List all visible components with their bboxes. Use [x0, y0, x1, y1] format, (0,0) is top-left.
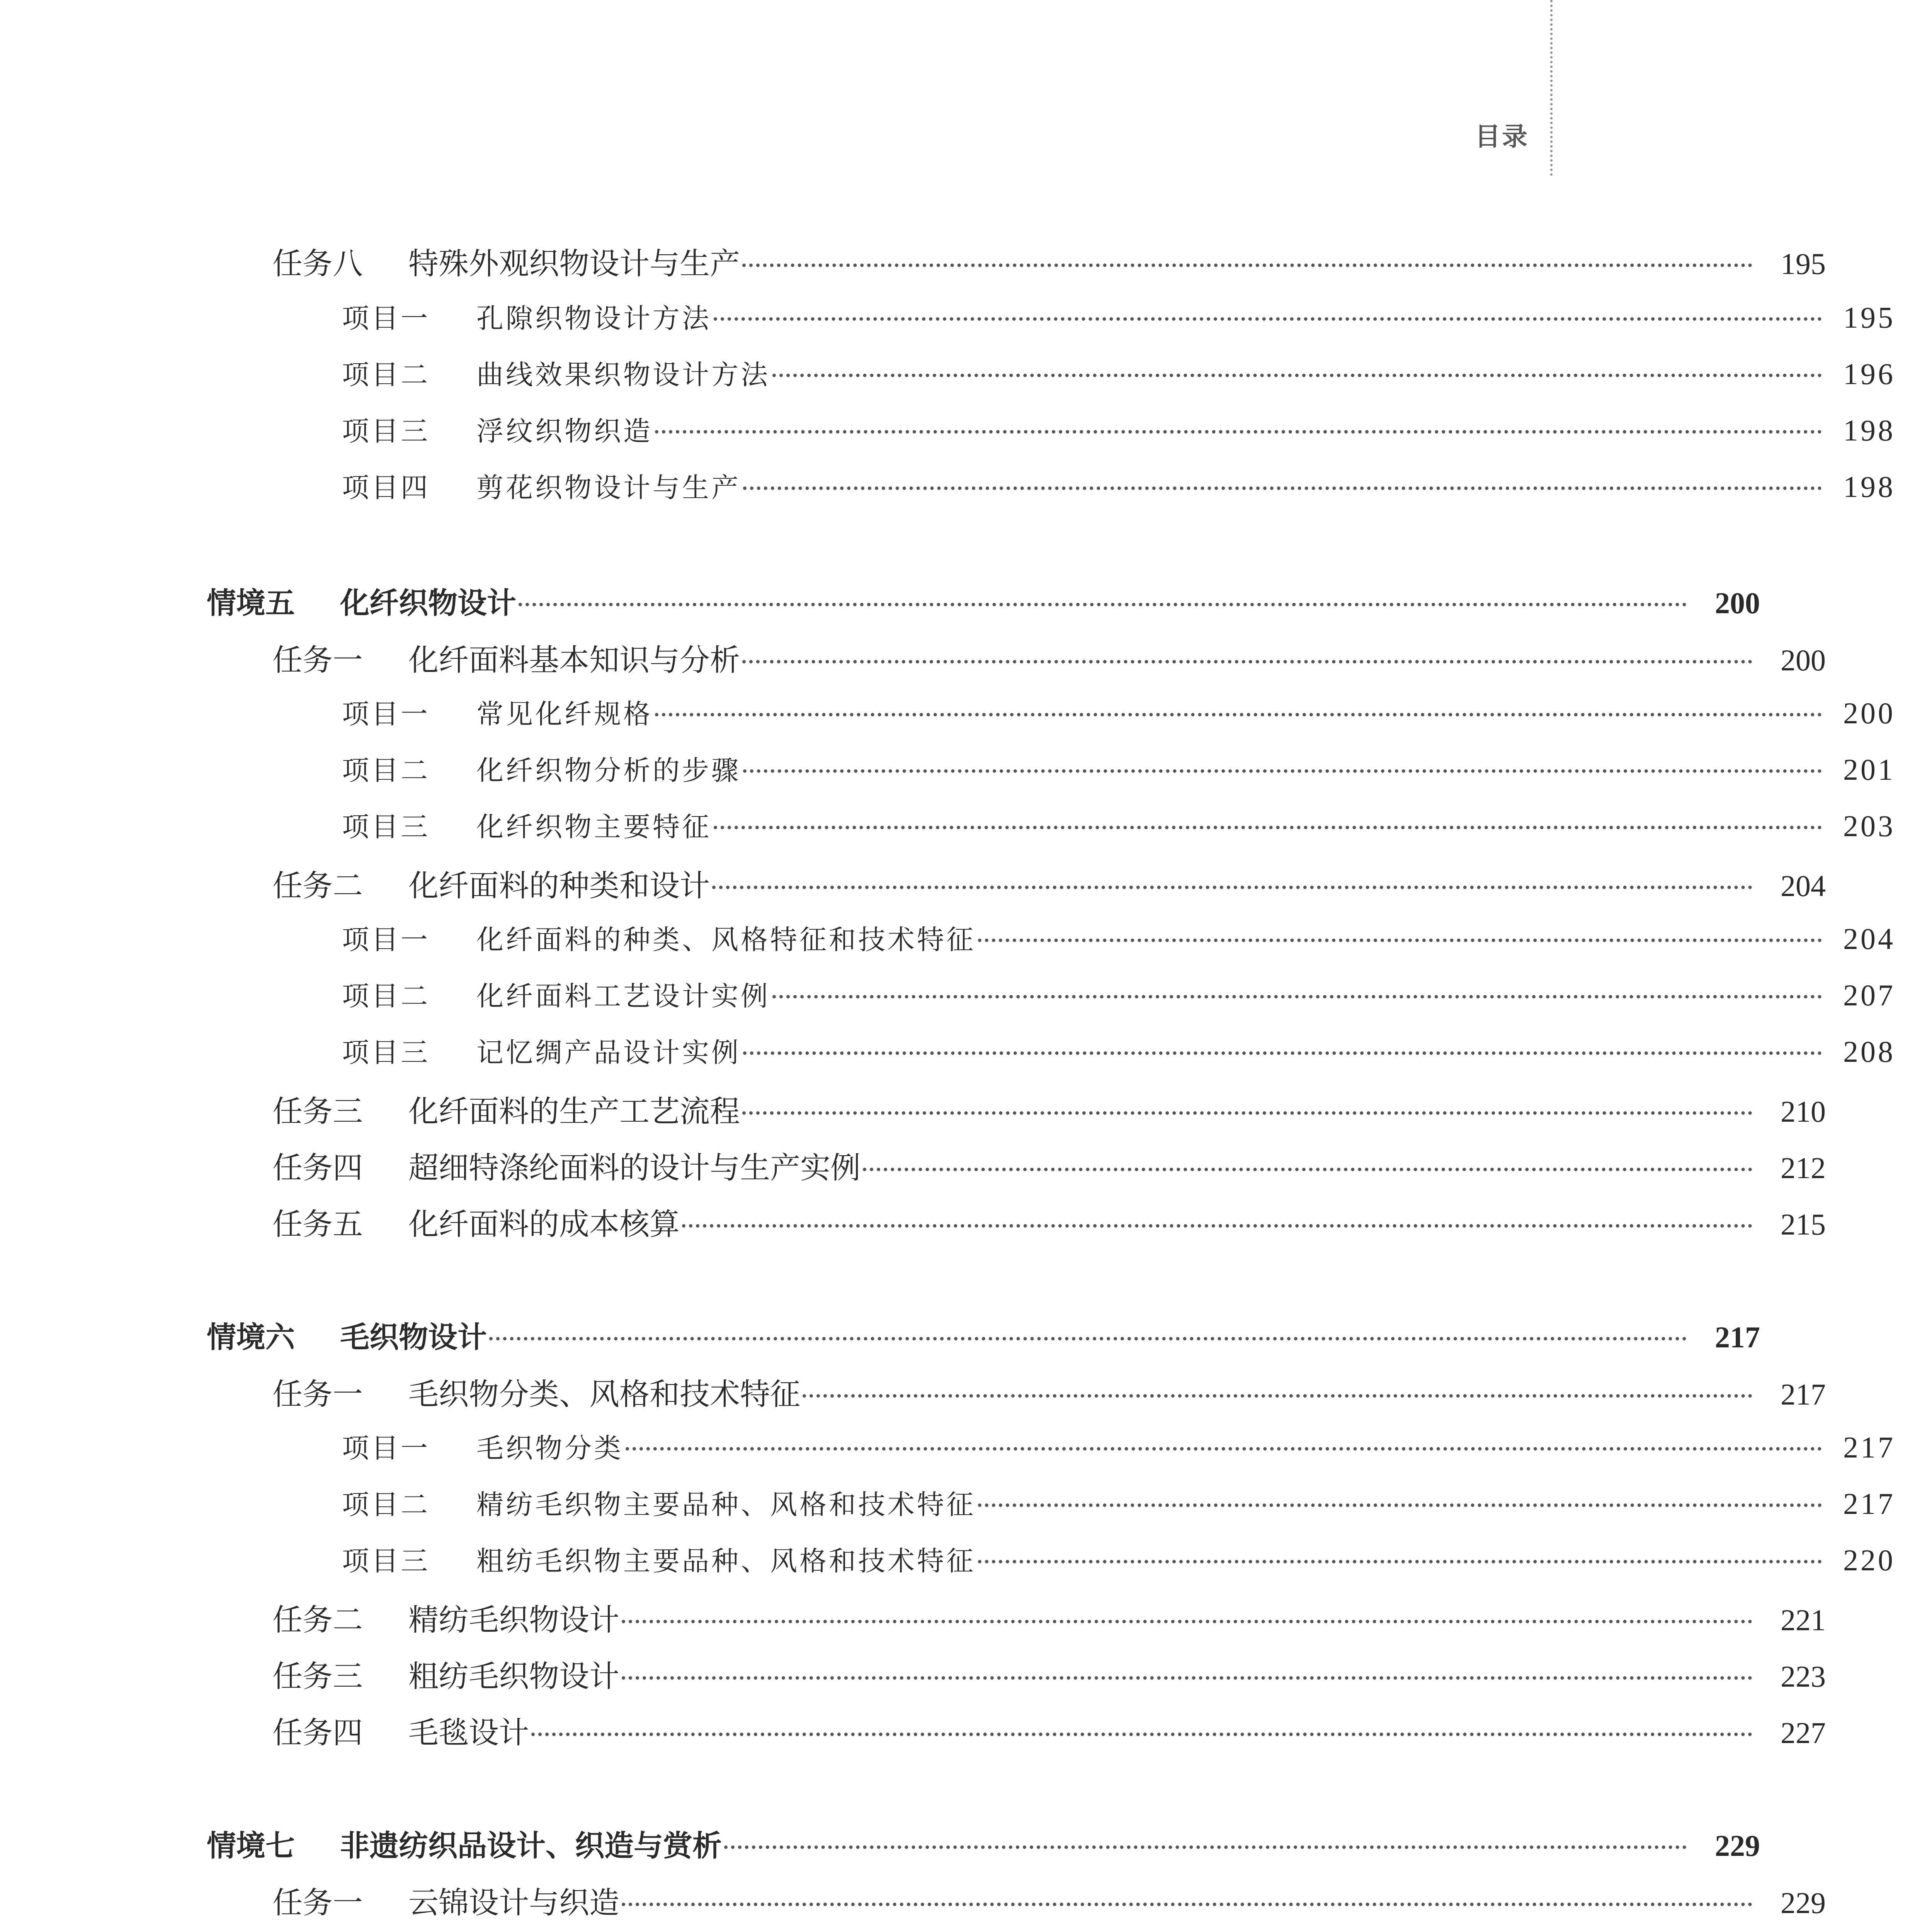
toc-entry-page: 217 — [1781, 1378, 1826, 1411]
toc-entry-page: 204 — [1843, 922, 1895, 956]
toc-entry-page: 229 — [1715, 1829, 1760, 1862]
toc-entry-title: 非遗纺织品设计、织造与赏析 — [340, 1828, 722, 1863]
toc-entry[interactable] — [0, 636, 1932, 682]
toc-entry-label: 项目一 — [342, 303, 430, 334]
toc-entry-title: 特殊外观织物设计与生产 — [408, 247, 740, 281]
toc-dot-leader — [743, 1051, 1822, 1055]
toc-entry-title: 精纺毛织物设计 — [408, 1603, 620, 1638]
toc-entry[interactable] — [0, 410, 1932, 456]
toc-entry-label: 项目二 — [342, 755, 430, 786]
toc-entry-page: 208 — [1843, 1035, 1895, 1068]
toc-entry-label: 项目一 — [342, 1432, 430, 1464]
toc-entry-label: 项目三 — [342, 415, 430, 447]
toc-entry-page: 196 — [1843, 357, 1895, 391]
toc-entry-title: 化纤面料的种类、风格特征和技术特征 — [476, 924, 976, 956]
toc-entry-title: 化纤面料的成本核算 — [408, 1207, 680, 1242]
toc-dot-leader — [742, 660, 1752, 663]
toc-entry[interactable] — [0, 1596, 1932, 1642]
toc-dot-leader — [682, 1224, 1752, 1228]
toc-entry-label: 任务一 — [272, 1377, 363, 1412]
toc-entry-title: 化纤面料基本知识与分析 — [408, 643, 740, 678]
toc-entry-title: 化纤织物设计 — [340, 586, 516, 620]
toc-dot-leader — [622, 1676, 1752, 1680]
toc-entry[interactable] — [0, 692, 1932, 739]
toc-entry[interactable] — [0, 805, 1932, 852]
toc-entry-page: 212 — [1781, 1151, 1826, 1185]
toc-dot-leader — [978, 1560, 1822, 1563]
toc-entry-title: 毛织物分类、风格和技术特征 — [408, 1377, 801, 1412]
toc-entry-title: 孔隙织物设计方法 — [476, 303, 711, 334]
toc-entry-title: 曲线效果织物设计方法 — [476, 359, 770, 391]
toc-entry-page: 207 — [1843, 978, 1895, 1012]
toc-entry[interactable] — [0, 353, 1932, 400]
toc-dot-leader — [863, 1168, 1752, 1171]
toc-entry-page: 204 — [1781, 869, 1826, 903]
toc-entry-label: 任务三 — [272, 1659, 363, 1694]
toc-dot-leader — [772, 374, 1822, 377]
toc-entry-label: 项目三 — [342, 811, 430, 843]
toc-entry-label: 项目三 — [342, 1037, 430, 1068]
toc-entry-page: 217 — [1843, 1487, 1895, 1520]
running-header: 目录 — [1475, 122, 1529, 151]
toc-entry-page: 200 — [1843, 696, 1895, 730]
toc-dot-leader — [803, 1394, 1752, 1398]
toc-entry-label: 任务四 — [272, 1716, 363, 1750]
toc-entry[interactable] — [0, 1822, 1932, 1869]
toc-dot-leader — [655, 430, 1822, 434]
toc-entry[interactable] — [0, 297, 1932, 343]
toc-entry-title: 毛织物分类 — [476, 1432, 623, 1464]
toc-entry-title: 超细特涤纶面料的设计与生产实例 — [408, 1151, 861, 1185]
toc-entry[interactable] — [0, 466, 1932, 512]
toc-entry-page: 195 — [1781, 247, 1826, 281]
toc-entry-page: 200 — [1715, 586, 1760, 620]
toc-entry-title: 粗纺毛织物设计 — [408, 1659, 620, 1694]
toc-entry[interactable] — [0, 240, 1932, 286]
toc-entry-label: 任务一 — [272, 643, 363, 678]
toc-entry[interactable] — [0, 749, 1932, 795]
toc-entry[interactable] — [0, 862, 1932, 908]
toc-dot-leader — [742, 264, 1752, 267]
toc-entry-label: 项目二 — [342, 359, 430, 391]
toc-entry-label: 项目二 — [342, 1489, 430, 1520]
toc-entry-label: 任务一 — [272, 1886, 363, 1920]
toc-dot-leader — [724, 1845, 1687, 1849]
toc-dot-leader — [531, 1733, 1752, 1736]
toc-dot-leader — [519, 603, 1687, 606]
toc-entry[interactable] — [0, 1314, 1932, 1360]
toc-entry[interactable] — [0, 1087, 1932, 1134]
toc-entry[interactable] — [0, 975, 1932, 1021]
toc-entry-label: 项目一 — [342, 924, 430, 956]
toc-dot-leader — [772, 995, 1822, 998]
toc-entry[interactable] — [0, 1709, 1932, 1755]
toc-entry-label: 情境五 — [207, 586, 295, 620]
toc-entry-page: 217 — [1715, 1320, 1760, 1354]
toc-entry-label: 情境七 — [207, 1828, 295, 1863]
toc-entry-page: 195 — [1843, 301, 1895, 334]
toc-entry-title: 云锦设计与织造 — [408, 1886, 620, 1920]
toc-entry-label: 任务二 — [272, 869, 363, 903]
toc-entry-title: 化纤面料工艺设计实例 — [476, 980, 770, 1012]
toc-entry-title: 记忆绸产品设计实例 — [476, 1037, 741, 1068]
toc-entry-title: 化纤面料的种类和设计 — [408, 869, 710, 903]
toc-entry-page: 203 — [1843, 809, 1895, 843]
toc-entry-title: 粗纺毛织物主要品种、风格和技术特征 — [476, 1545, 976, 1577]
toc-entry-title: 精纺毛织物主要品种、风格和技术特征 — [476, 1489, 976, 1520]
toc-entry-page: 223 — [1781, 1660, 1826, 1693]
toc-entry[interactable] — [0, 1539, 1932, 1586]
toc-dot-leader — [622, 1903, 1752, 1906]
toc-dot-leader — [978, 1503, 1822, 1507]
toc-entry-page: 227 — [1781, 1716, 1826, 1750]
toc-dot-leader — [978, 939, 1822, 942]
toc-entry[interactable] — [0, 1200, 1932, 1247]
toc-dot-leader — [622, 1620, 1752, 1623]
toc-dot-leader — [489, 1337, 1687, 1340]
toc-entry-title: 剪花织物设计与生产 — [476, 472, 741, 503]
toc-entry-label: 项目四 — [342, 472, 430, 503]
toc-dot-leader — [743, 769, 1822, 773]
toc-entry-page: 210 — [1781, 1095, 1826, 1128]
toc-entry-page: 217 — [1843, 1430, 1895, 1464]
toc-dot-leader — [742, 1111, 1752, 1115]
toc-dot-leader — [743, 486, 1822, 490]
toc-dot-leader — [626, 1447, 1822, 1451]
toc-entry-title: 毛毯设计 — [408, 1716, 529, 1750]
toc-entry-page: 221 — [1781, 1603, 1826, 1637]
toc-dot-leader — [712, 886, 1752, 889]
toc-entry[interactable] — [0, 1652, 1932, 1699]
toc-entry[interactable] — [0, 1370, 1932, 1417]
toc-entry-page: 201 — [1843, 753, 1895, 786]
toc-entry[interactable] — [0, 1427, 1932, 1473]
toc-dot-leader — [655, 713, 1822, 716]
toc-entry[interactable] — [0, 1144, 1932, 1190]
toc-entry-title: 毛织物设计 — [340, 1320, 487, 1354]
toc-entry-label: 项目一 — [342, 698, 430, 730]
toc-dot-leader — [714, 317, 1822, 321]
toc-entry-label: 任务二 — [272, 1603, 363, 1638]
toc-entry-page: 229 — [1781, 1886, 1826, 1920]
toc-entry-page: 198 — [1843, 470, 1895, 503]
toc-entry-page: 220 — [1843, 1543, 1895, 1577]
toc-entry-label: 任务三 — [272, 1094, 363, 1129]
toc-entry[interactable] — [0, 918, 1932, 964]
toc-entry-label: 任务四 — [272, 1151, 363, 1185]
toc-entry[interactable] — [0, 1879, 1932, 1925]
toc-entry-page: 215 — [1781, 1208, 1826, 1241]
toc-entry-title: 化纤织物主要特征 — [476, 811, 711, 843]
toc-entry-label: 情境六 — [207, 1320, 295, 1354]
toc-entry[interactable] — [0, 1031, 1932, 1077]
toc-dot-leader — [714, 826, 1822, 829]
toc-entry-title: 化纤面料的生产工艺流程 — [408, 1094, 740, 1129]
toc-entry-label: 任务五 — [272, 1207, 363, 1242]
toc-entry-title: 常见化纤规格 — [476, 698, 653, 730]
toc-entry[interactable] — [0, 580, 1932, 626]
toc-entry-label: 项目三 — [342, 1545, 430, 1577]
toc-entry-title: 化纤织物分析的步骤 — [476, 755, 741, 786]
toc-entry-page: 200 — [1781, 643, 1826, 677]
toc-entry[interactable] — [0, 1483, 1932, 1529]
toc-entry-title: 浮纹织物织造 — [476, 415, 653, 447]
toc-entry-label: 项目二 — [342, 980, 430, 1012]
toc-entry-label: 任务八 — [272, 247, 363, 281]
toc-entry-page: 198 — [1843, 413, 1895, 447]
